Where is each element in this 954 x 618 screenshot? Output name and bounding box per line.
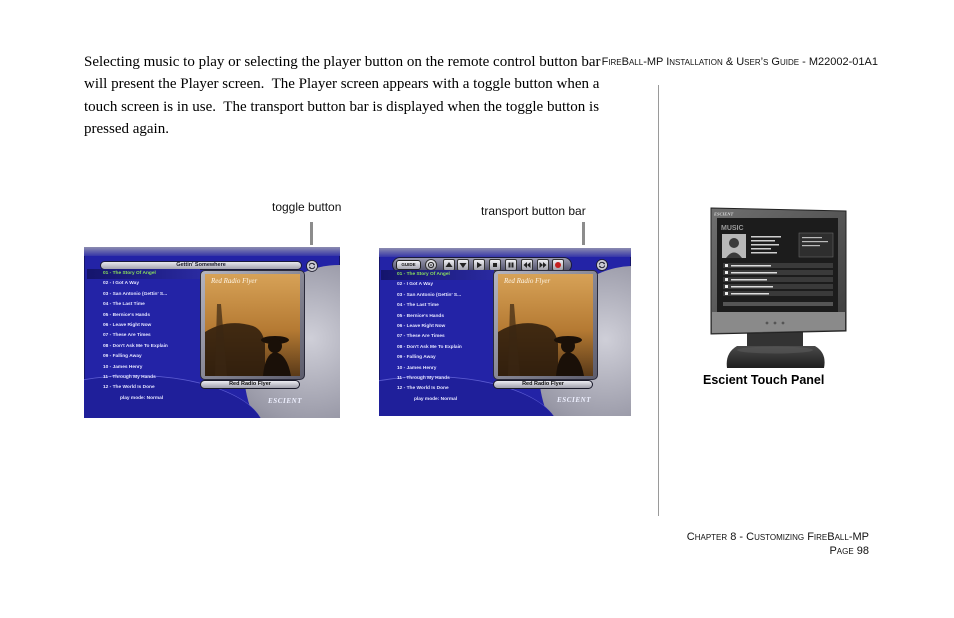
paragraph-line: touch screen is in use. The transport button bar is displayed when the toggle button is — [84, 98, 600, 115]
touch-panel-caption: Escient Touch Panel — [703, 373, 825, 387]
transport-bar-callout: transport button bar — [481, 204, 586, 218]
track-item-selected: 01 - The Story Of Angel — [87, 269, 200, 279]
chapter-footer: Chapter 8 - Customizing FireBall-MP — [686, 531, 869, 543]
track-item: 11 - Through My Hands — [397, 375, 450, 381]
guide-button: GUIDE — [396, 260, 421, 270]
track-item: 06 - Leave Right Now — [397, 323, 446, 329]
track-list — [87, 269, 200, 404]
toggle-button-pointer — [310, 222, 313, 245]
track-item: 10 - James Henry — [397, 365, 437, 371]
play-mode-label: play mode: Normal — [120, 395, 164, 401]
screen-top-strip — [84, 247, 340, 256]
track-item: 03 - San Antonio (Gettin' S... — [103, 291, 168, 297]
paragraph-line: pressed again. — [84, 120, 169, 137]
touch-panel-screen — [717, 218, 838, 312]
transport-bar-pointer — [582, 222, 585, 245]
escient-logo: ESCIENT — [557, 396, 592, 404]
track-item: 09 - Falling Away — [397, 355, 436, 361]
paragraph-line: will present the Player screen. The Player screen appears with a toggle button when a — [84, 76, 600, 93]
touch-panel-logo: ESCIENT — [714, 211, 734, 217]
toggle-icon — [306, 260, 318, 272]
page-number: Page 98 — [829, 545, 869, 557]
track-item: 04 - The Last Time — [103, 302, 145, 308]
track-item: 08 - Don't Ask Me To Explain — [103, 343, 168, 349]
track-item: 10 - James Henry — [103, 364, 143, 370]
monitor-stand — [727, 329, 825, 368]
escient-logo: ESCIENT — [268, 397, 303, 405]
track-item: 05 - Bernice's Hands — [103, 312, 150, 318]
play-mode-label: play mode: Normal — [414, 396, 458, 402]
track-item: 07 - These Are Times — [103, 333, 151, 339]
album-art — [205, 274, 300, 376]
track-item-selected: 01 - The Story Of Angel — [381, 270, 494, 280]
track-item: 12 - The World Is Done — [397, 386, 449, 392]
album-cover-script: Red Radio Flyer — [504, 277, 551, 285]
track-item: 09 - Falling Away — [103, 354, 142, 360]
screen-title: MUSIC — [721, 225, 744, 232]
track-item: 06 - Leave Right Now — [103, 322, 152, 328]
artist-name-bar: Red Radio Flyer — [493, 380, 593, 389]
running-head: FireBall-MP Installation & User’s Guide - M22002-01A1 — [601, 56, 878, 68]
column-divider — [658, 85, 659, 516]
paragraph-line: Selecting music to play or selecting the player button on the remote control button bar — [84, 54, 601, 70]
track-item: 11 - Through My Hands — [103, 374, 156, 380]
album-title: Gettin' Somewhere — [176, 262, 226, 268]
artist-name-bar: Red Radio Flyer — [200, 380, 300, 389]
track-item: 05 - Bernice's Hands — [397, 313, 444, 319]
screen-top-strip — [379, 248, 631, 257]
track-item: 07 - These Are Times — [397, 334, 445, 340]
toggle-icon — [596, 259, 608, 271]
track-item: 02 - I Got A Way — [103, 281, 139, 287]
track-item: 08 - Don't Ask Me To Explain — [397, 344, 462, 350]
player-screen-transport-screenshot — [379, 248, 631, 416]
track-item: 04 - The Last Time — [397, 303, 439, 309]
player-screen-toggle-screenshot — [84, 247, 340, 418]
track-item: 03 - San Antonio (Gettin' S... — [397, 292, 462, 298]
track-item: 12 - The World Is Done — [103, 385, 155, 391]
body-paragraph — [84, 51, 601, 140]
track-item: 02 - I Got A Way — [397, 282, 433, 288]
touch-panel-photo — [703, 203, 851, 371]
toggle-button-callout: toggle button — [272, 200, 342, 214]
track-list — [381, 270, 494, 405]
album-cover-script: Red Radio Flyer — [211, 277, 258, 285]
album-art — [498, 274, 593, 376]
